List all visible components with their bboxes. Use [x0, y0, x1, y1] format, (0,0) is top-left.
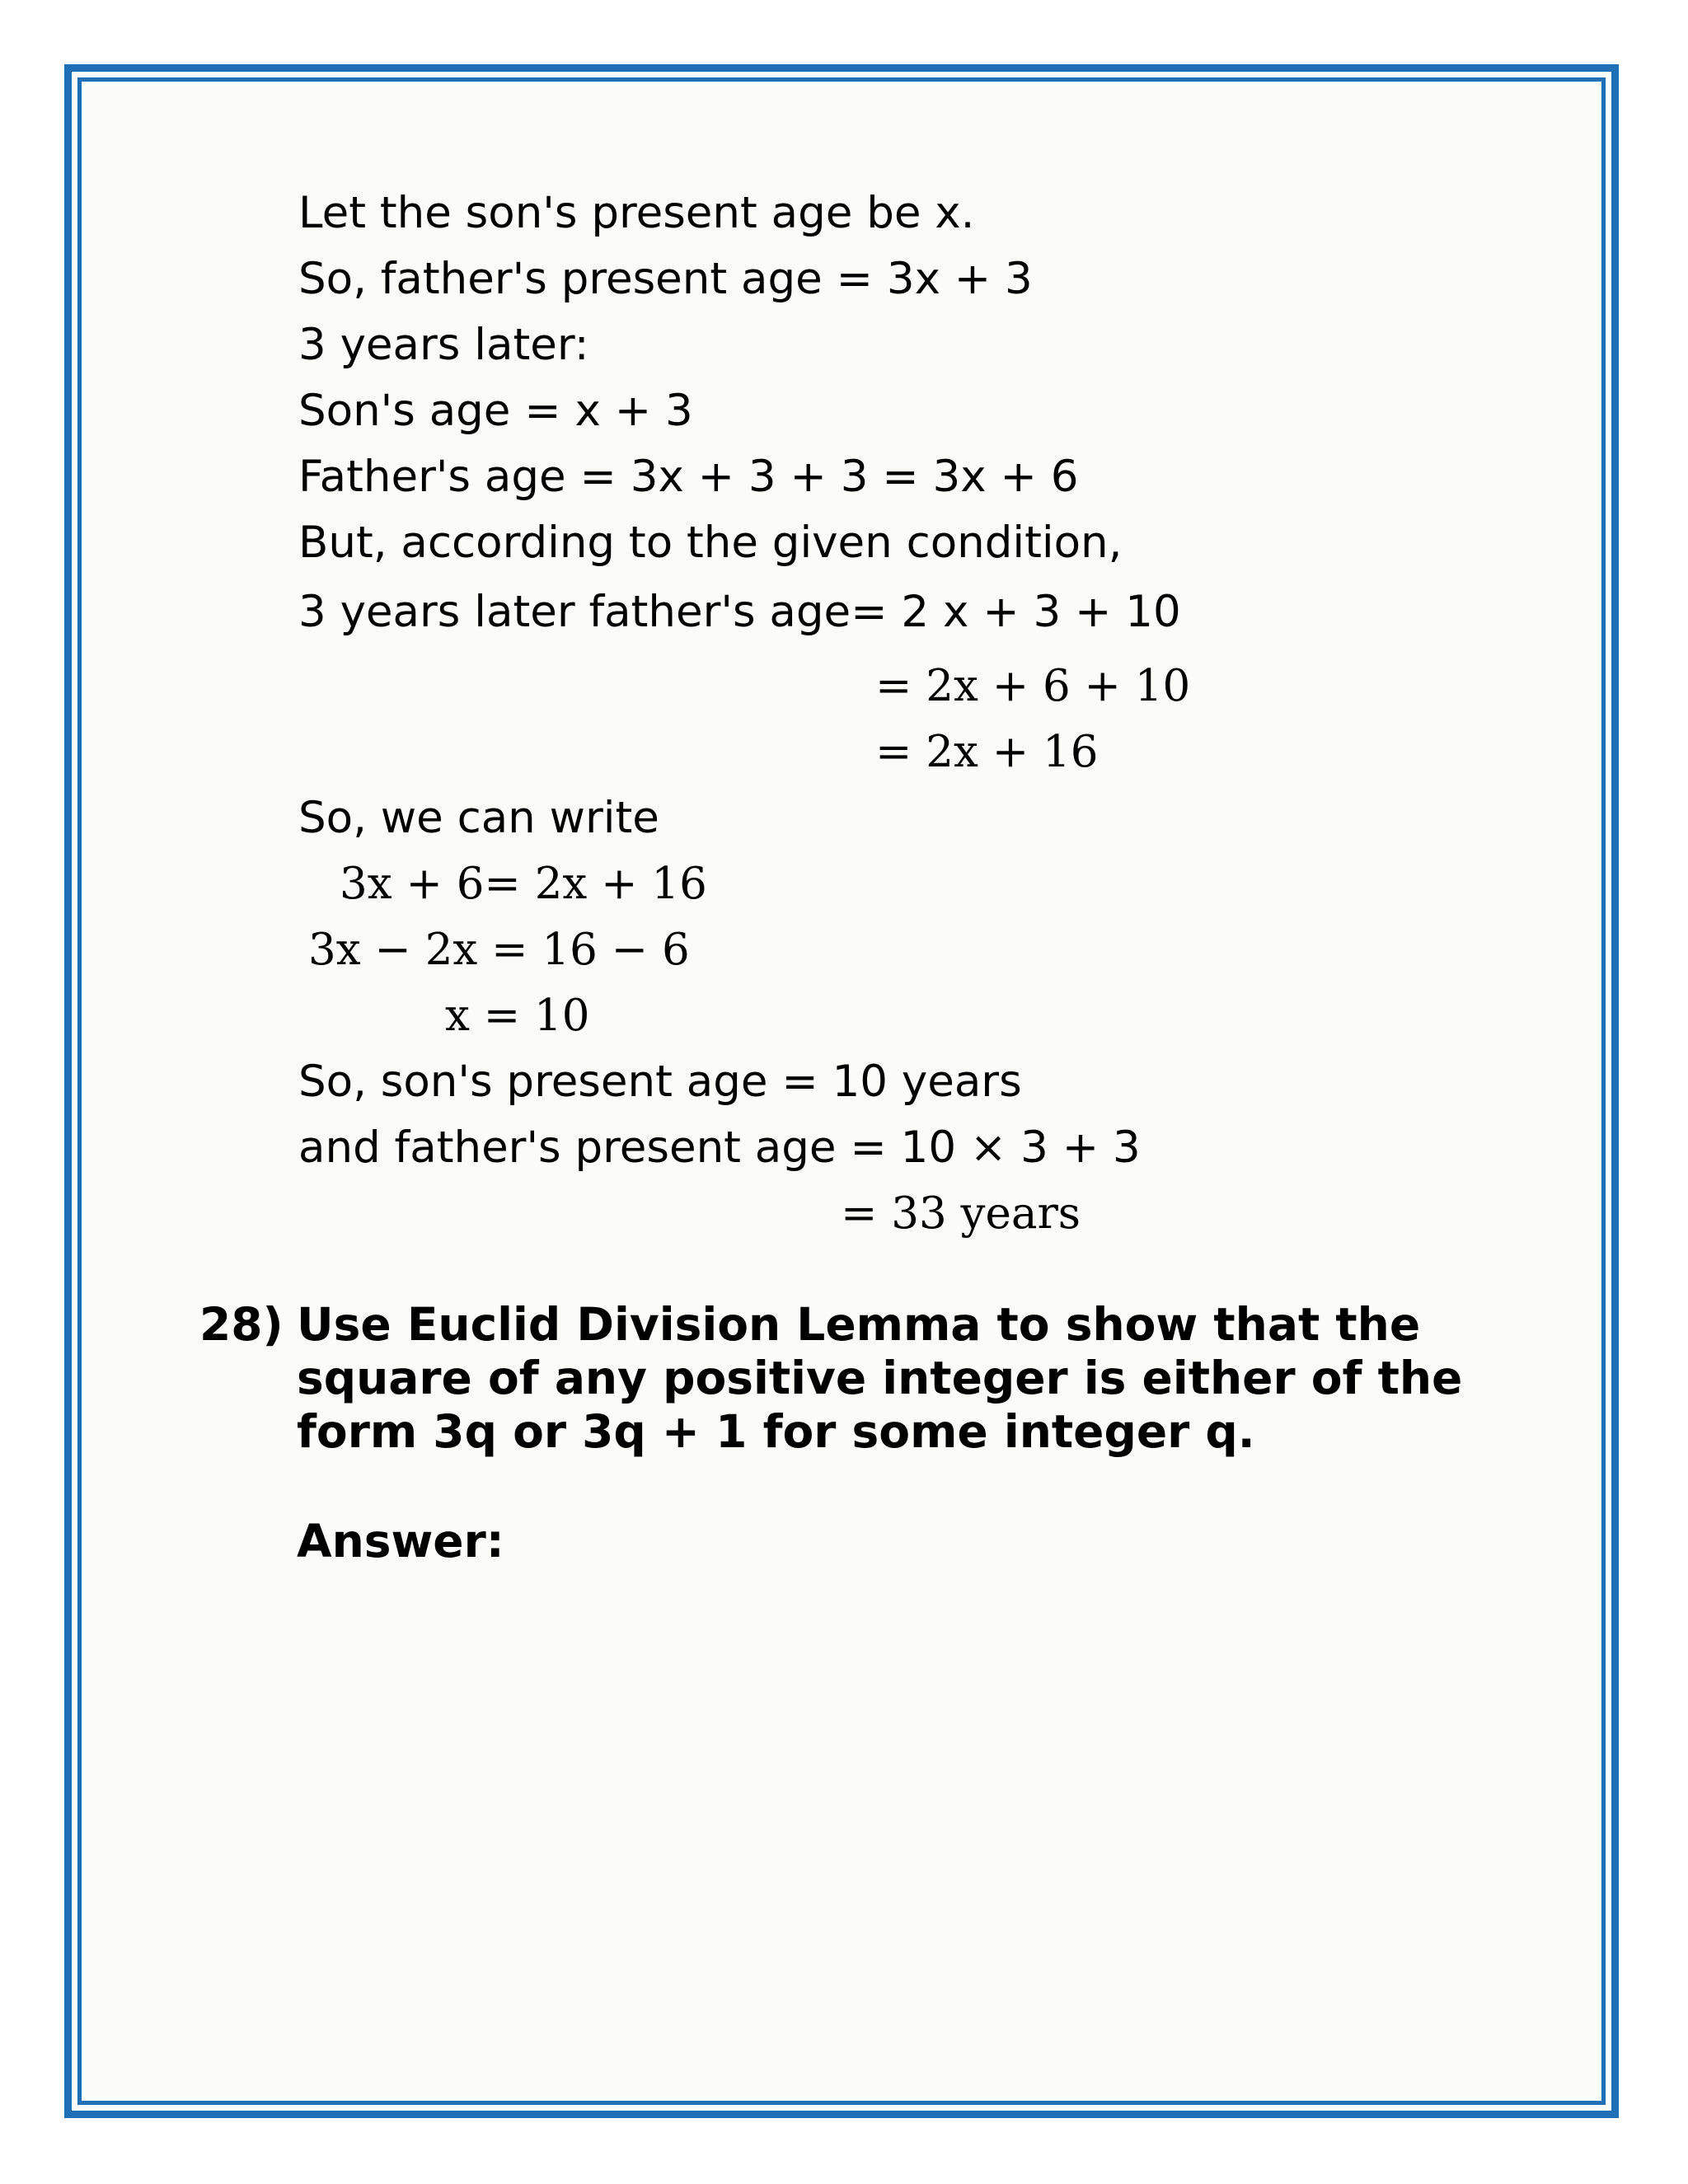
solution-line: Son's age = x + 3: [298, 386, 693, 436]
solution-line: 3x − 2x = 16 − 6: [308, 925, 690, 975]
solution-line: Father's age = 3x + 3 + 3 = 3x + 6: [298, 452, 1079, 502]
solution-line: = 33 years: [841, 1188, 1081, 1239]
answer-label: Answer:: [297, 1515, 504, 1568]
solution-line: and father's present age = 10 × 3 + 3: [298, 1122, 1141, 1173]
solution-line: Let the son's present age be x.: [298, 188, 975, 238]
solution-line: = 2x + 6 + 10: [875, 661, 1191, 711]
question-text-line: Use Euclid Division Lemma to show that the: [297, 1298, 1421, 1351]
solution-line: 3 years later father's age= 2 x + 3 + 10: [298, 587, 1181, 637]
question-text-line: form 3q or 3q + 1 for some integer q.: [297, 1405, 1255, 1458]
solution-line: But, according to the given condition,: [298, 518, 1123, 568]
solution-line: So, we can write: [298, 793, 659, 843]
question-number: 28): [199, 1298, 284, 1351]
solution-line: So, son's present age = 10 years: [298, 1057, 1022, 1107]
solution-line: 3 years later:: [298, 320, 589, 370]
question-text-line: square of any positive integer is either of the: [297, 1352, 1463, 1404]
solution-line: 3x + 6= 2x + 16: [340, 859, 707, 909]
solution-line: x = 10: [445, 991, 590, 1041]
solution-line: = 2x + 16: [875, 727, 1099, 777]
solution-line: So, father's present age = 3x + 3: [298, 254, 1033, 304]
